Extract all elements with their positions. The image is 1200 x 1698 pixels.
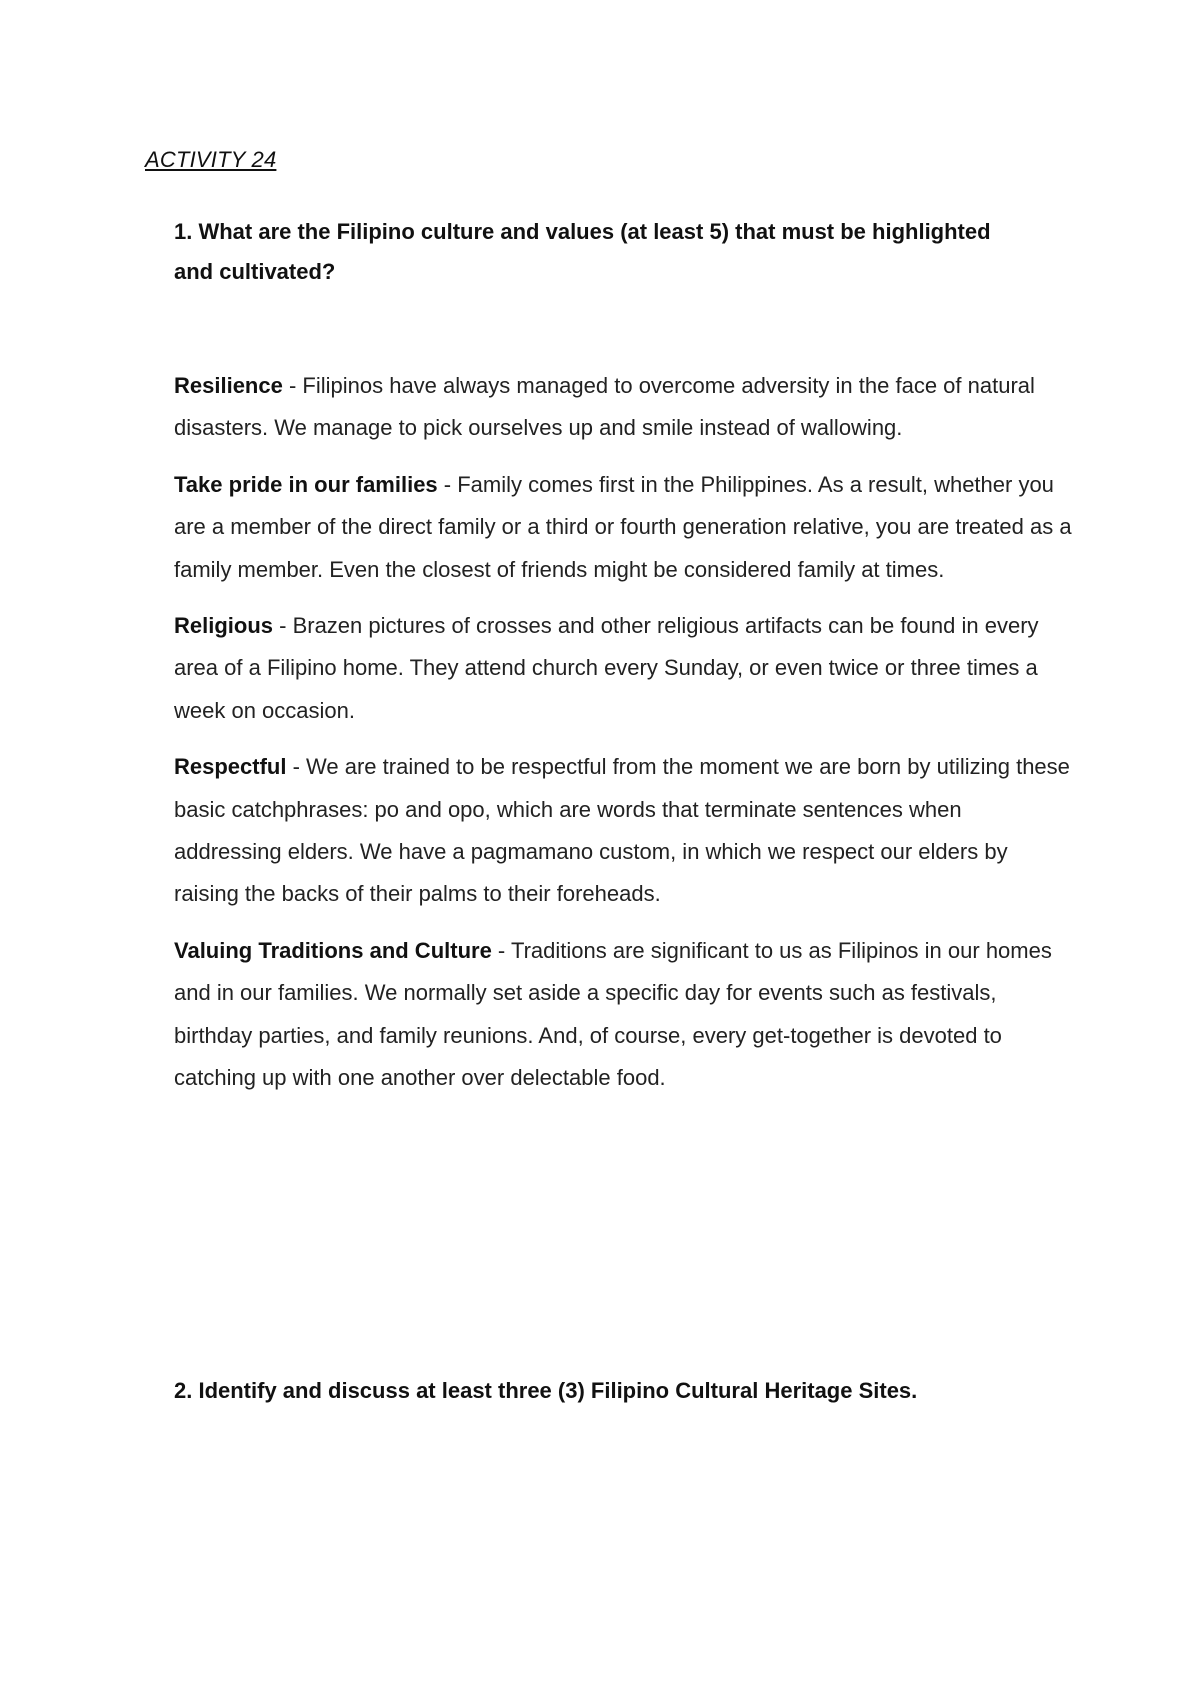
value-name: Resilience (174, 373, 283, 398)
value-name: Respectful (174, 754, 287, 780)
value-description: - Brazen pictures of crosses and other religious artifacts can be found in every area of a Filipino home. They attend church every Sunday, or even twice or three times a week on occasion. (174, 613, 1039, 723)
value-name: Valuing Traditions and Culture (174, 937, 492, 963)
value-description: - Filipinos have always managed to overcome adversity in the face of natural disasters. We manage to pick ourselves up and smile instead of wallowing. (174, 373, 1035, 441)
document-title: ACTIVITY 24 (145, 147, 277, 172)
values-list (174, 365, 1074, 1114)
question-1: 1. What are the Filipino culture and values (at least 5) that must be highlighted and cultivated? (174, 219, 991, 284)
value-name: Take pride in our families (174, 471, 438, 497)
value-name: Religious (174, 613, 274, 639)
value-description: - Family comes first in the Philippines. As a result, whether you are a member of the direct family or a third or fourth generation relative, you are treated as a family member. Even the closest of friends might be considered family at times. (174, 471, 1072, 582)
value-description: - We are trained to be respectful from the moment we are born by utilizing these basic catchphrases: po and opo, which are words that terminate sentences when addressing elders. We have a pagmamano custom, in which we respect our elders by raising the backs of their palms to their foreheads. (174, 754, 1070, 907)
value-item-family-pride (174, 464, 1074, 591)
question-2: 2. Identify and discuss at least three (3) Filipino Cultural Heritage Sites. (174, 1378, 918, 1403)
value-item-respectful (174, 746, 1074, 916)
value-item-traditions (174, 930, 1074, 1100)
value-description: - Traditions are significant to us as Filipinos in our homes and in our families. We normally set aside a specific day for events such as festivals, birthday parties, and family reunions. And, of course, every get-together is devoted to catching up with one another over delectable food. (174, 937, 1052, 1091)
value-item-religious (174, 605, 1074, 732)
value-item-resilience (174, 365, 1074, 450)
